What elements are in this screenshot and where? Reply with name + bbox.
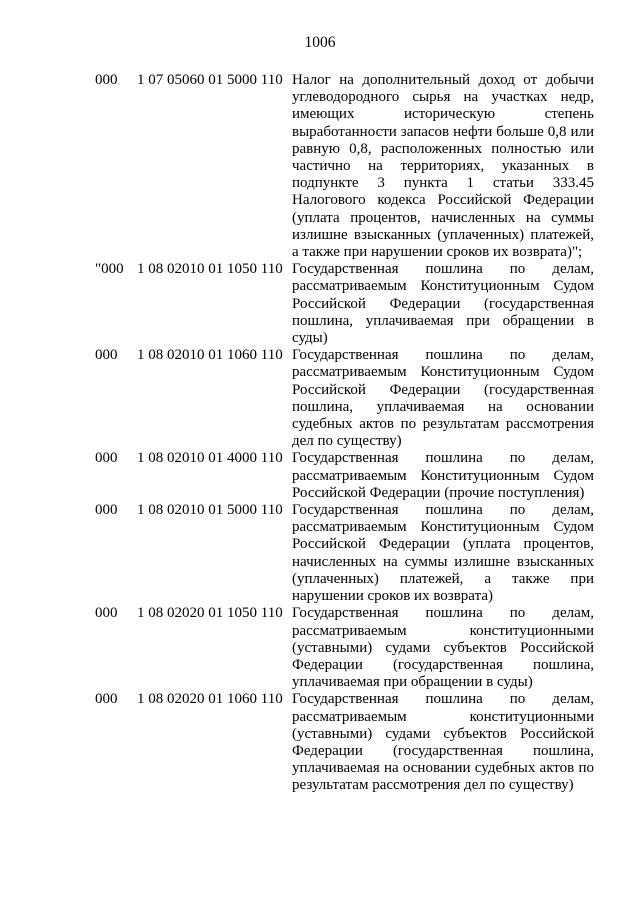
budget-classification-code: 1 08 02020 01 1050 110 xyxy=(137,605,283,622)
budget-classification-code: 1 08 02010 01 1060 110 xyxy=(137,347,283,364)
table-row xyxy=(0,261,640,347)
row-description: Государственная пошлина по делам, рассматриваемым конституционными (уставными) судами субъектов Российской Федерации (государственная пошлина, уплачиваемая на основании судебных актов по результатам рассмотрения дел по существу) xyxy=(292,691,594,794)
admin-code: "000 xyxy=(95,261,124,278)
admin-code: 000 xyxy=(95,691,118,708)
row-description: Государственная пошлина по делам, рассматриваемым Конституционным Судом Российской Федерации (прочие поступления) xyxy=(292,450,594,501)
row-description: Налог на дополнительный доход от добычи углеводородного сырья на участках недр, имеющих историческую степень выработанности запасов нефти больше 0,8 или равную 0,8, расположенных полностью или частично на территориях, указанных в подпункте 3 пункта 1 статьи 333.45 Налогового кодекса Российской Федерации (уплата процентов, начисленных на суммы излишне взысканных (уплаченных) платежей, а также при нарушении сроков их возврата)"; xyxy=(292,72,594,261)
table-row xyxy=(0,347,640,450)
row-description: Государственная пошлина по делам, рассматриваемым конституционными (уставными) судами субъектов Российской Федерации (государственная пошлина, уплачиваемая при обращении в суды) xyxy=(292,605,594,691)
table-row xyxy=(0,605,640,691)
budget-classification-code: 1 08 02020 01 1060 110 xyxy=(137,691,283,708)
budget-classification-code: 1 08 02010 01 4000 110 xyxy=(137,450,283,467)
table-row xyxy=(0,691,640,794)
table-row xyxy=(0,450,640,502)
admin-code: 000 xyxy=(95,605,118,622)
budget-classification-code: 1 07 05060 01 5000 110 xyxy=(137,72,283,88)
row-description: Государственная пошлина по делам, рассматриваемым Конституционным Судом Российской Федерации (государственная пошлина, уплачиваемая при обращении в суды) xyxy=(292,261,594,347)
page-number: 1006 xyxy=(304,34,336,51)
table-row xyxy=(0,502,640,605)
row-description: Государственная пошлина по делам, рассматриваемым Конституционным Судом Российской Федерации (государственная пошлина, уплачиваемая на основании судебных актов по результатам рассмотрения дел по существу) xyxy=(292,347,594,450)
budget-classification-code: 1 08 02010 01 5000 110 xyxy=(137,502,283,519)
table-row xyxy=(0,72,640,261)
classification-table xyxy=(0,72,640,795)
budget-classification-code: 1 08 02010 01 1050 110 xyxy=(137,261,283,278)
admin-code: 000 xyxy=(95,347,118,364)
admin-code: 000 xyxy=(95,502,118,519)
admin-code: 000 xyxy=(95,450,118,467)
row-description: Государственная пошлина по делам, рассматриваемым Конституционным Судом Российской Федерации (уплата процентов, начисленных на суммы излишне взысканных (уплаченных) платежей, а также при нарушении сроков их возврата) xyxy=(292,502,594,605)
admin-code: 000 xyxy=(95,72,118,88)
